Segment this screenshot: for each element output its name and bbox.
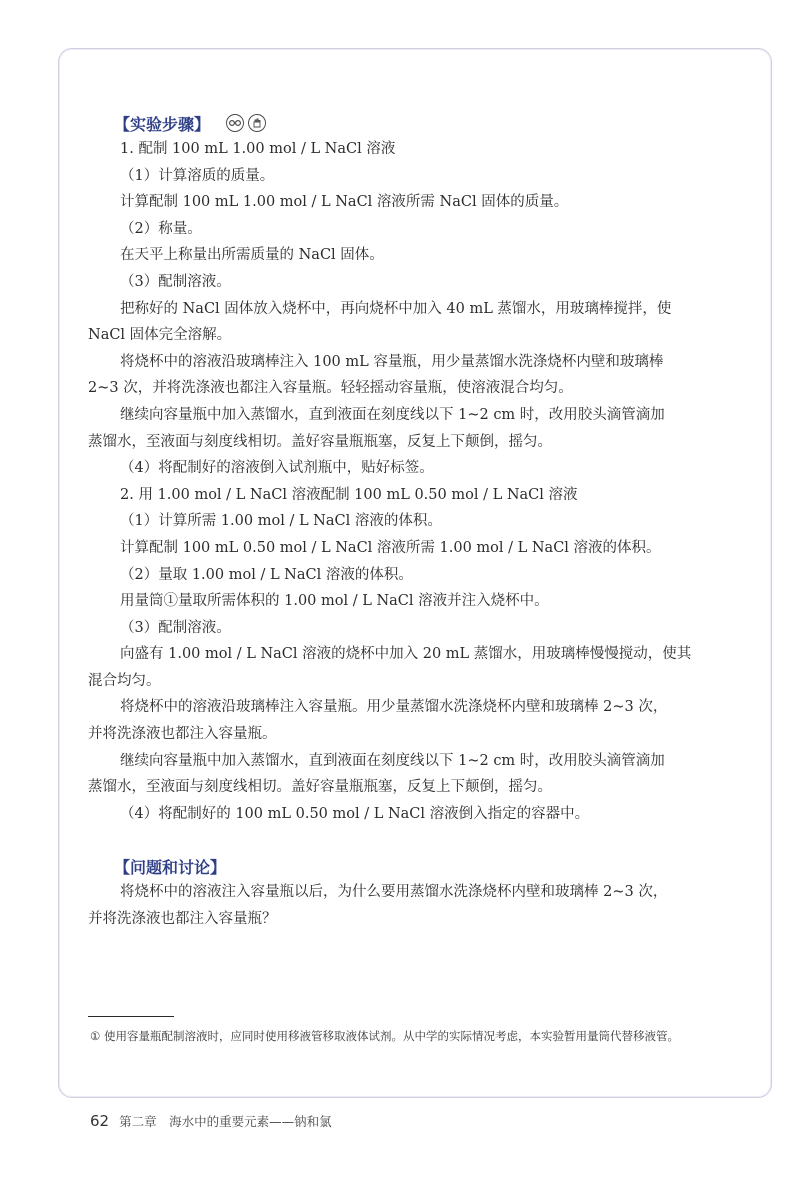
text-line: （2）称量。 (120, 220, 202, 237)
hand-wash-icon (248, 114, 266, 132)
text-line: NaCl 固体完全溶解。 (88, 327, 232, 344)
text-line: 1. 配制 100 mL 1.00 mol / L NaCl 溶液 (120, 141, 396, 157)
experiment-steps-title: 【实验步骤】 (114, 114, 211, 134)
text-line: （3）配制溶液。 (120, 619, 231, 636)
text-line: 并将洗涤液也都注入容量瓶。 (88, 726, 277, 743)
text-line: （3）配制溶液。 (120, 273, 231, 290)
page-number: 62 (90, 1112, 110, 1130)
footnote-rule (88, 1016, 174, 1017)
main-content (88, 110, 748, 933)
text-line: 计算配制 100 mL 0.50 mol / L NaCl 溶液所需 1.00 mol / L NaCl 溶液的体积。 (120, 539, 661, 556)
text-line: （1）计算溶质的质量。 (120, 167, 275, 184)
safety-icons (226, 114, 266, 132)
text-line: 向盛有 1.00 mol / L NaCl 溶液的烧杯中加入 20 mL 蒸馏水，用玻璃棒慢慢搅动，使其 (120, 646, 692, 663)
text-line: 继续向容量瓶中加入蒸馏水，直到液面在刻度线以下 1~2 cm 时，改用胶头滴管滴加 (120, 406, 665, 423)
text-line: 把称好的 NaCl 固体放入烧杯中，再向烧杯中加入 40 mL 蒸馏水，用玻璃棒搅拌，使 (120, 300, 672, 317)
text-line: 将烧杯中的溶液沿玻璃棒注入容量瓶。用少量蒸馏水洗涤烧杯内壁和玻璃棒 2~3 次， (120, 699, 668, 716)
text-line: 用量筒①量取所需体积的 1.00 mol / L NaCl 溶液并注入烧杯中。 (120, 593, 549, 610)
text-line: 2. 用 1.00 mol / L NaCl 溶液配制 100 mL 0.50 mol / L NaCl 溶液 (120, 486, 578, 503)
footnote: ① 使用容量瓶配制溶液时，应同时使用移液管移取液体试剂。从中学的实际情况考虑，本实验暂用量筒代替移液管。 (90, 1029, 679, 1043)
text-line: 蒸馏水，至液面与刻度线相切。盖好容量瓶瓶塞，反复上下颠倒，摇匀。 (88, 779, 552, 796)
discussion-heading (114, 853, 748, 879)
text-line: 将烧杯中的溶液沿玻璃棒注入 100 mL 容量瓶，用少量蒸馏水洗涤烧杯内壁和玻璃棒 (120, 353, 664, 370)
page-footer (90, 1112, 332, 1130)
discussion-body (88, 879, 748, 932)
goggles-icon (226, 114, 244, 132)
experiment-steps-heading (114, 110, 748, 136)
text-line: （4）将配制好的溶液倒入试剂瓶中，贴好标签。 (120, 460, 434, 477)
text-line: 蒸馏水，至液面与刻度线相切。盖好容量瓶瓶塞，反复上下颠倒，摇匀。 (88, 433, 552, 450)
discussion-title: 【问题和讨论】 (114, 857, 227, 877)
text-line: 计算配制 100 mL 1.00 mol / L NaCl 溶液所需 NaCl 固体的质量。 (120, 194, 569, 211)
text-line: 将烧杯中的溶液注入容量瓶以后，为什么要用蒸馏水洗涤烧杯内壁和玻璃棒 2~3 次， (120, 884, 668, 901)
text-line: 2~3 次，并将洗涤液也都注入容量瓶。轻轻摇动容量瓶，使溶液混合均匀。 (88, 380, 573, 397)
text-line: （1）计算所需 1.00 mol / L NaCl 溶液的体积。 (120, 513, 442, 530)
text-line: 并将洗涤液也都注入容量瓶？ (88, 911, 277, 928)
experiment-steps-body (88, 136, 748, 827)
text-line: 在天平上称量出所需质量的 NaCl 固体。 (120, 247, 384, 264)
text-line: （4）将配制好的 100 mL 0.50 mol / L NaCl 溶液倒入指定的容器中。 (120, 805, 590, 822)
text-line: 混合均匀。 (88, 672, 161, 689)
chapter-title: 第二章 海水中的重要元素——钠和氯 (119, 1114, 332, 1129)
text-line: （2）量取 1.00 mol / L NaCl 溶液的体积。 (120, 566, 413, 583)
text-line: 继续向容量瓶中加入蒸馏水，直到液面在刻度线以下 1~2 cm 时，改用胶头滴管滴加 (120, 752, 665, 769)
